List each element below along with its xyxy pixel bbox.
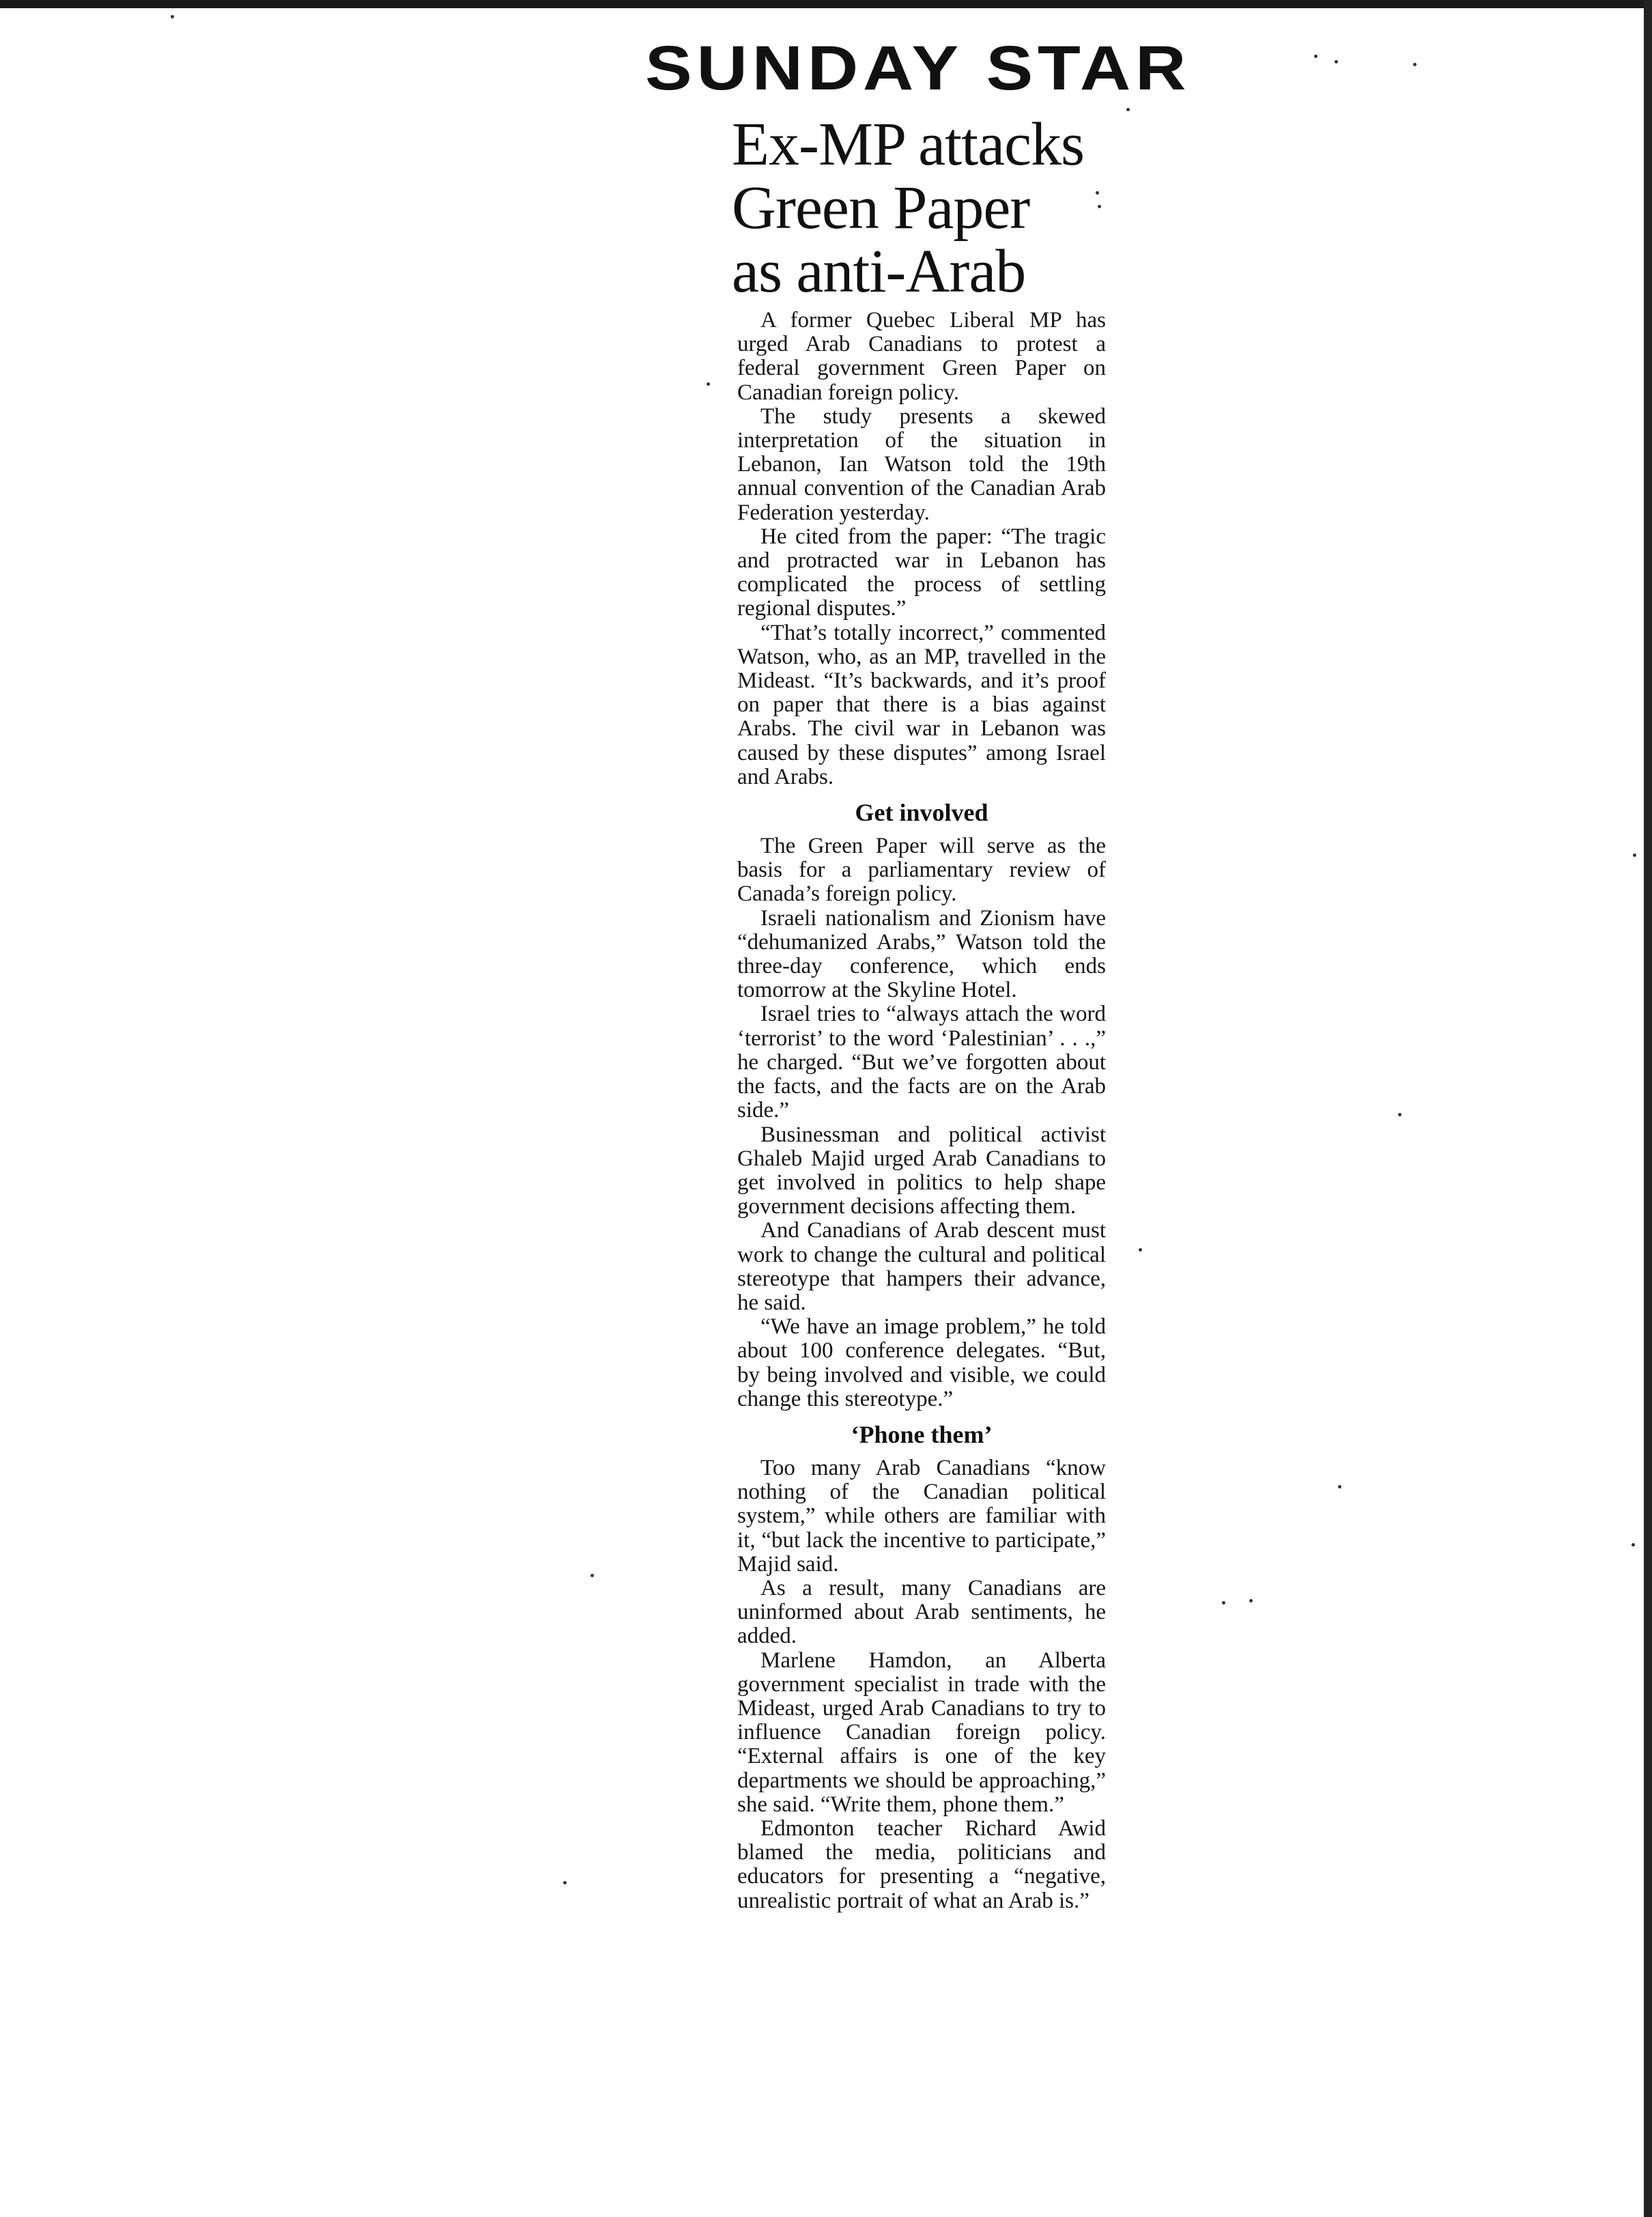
article-paragraph: Businessman and political activist Ghaleb Majid urged Arab Canadians to get involved in politics to help shape government decisions affecting them. [737,1122,1106,1219]
article-paragraph: Israel tries to “always attach the word ‘terrorist’ to the word ‘Palestinian’ . . .,” he charged. “But we’ve forgotten about the facts, and the facts are on the Arab side.” [737,1002,1106,1123]
article-paragraph: “We have an image problem,” he told about 100 conference delegates. “But, by being involved and visible, we could change this stereotype.” [737,1314,1106,1411]
scan-speck [707,382,710,386]
scan-speck [1335,60,1338,63]
newspaper-masthead: SUNDAY STAR [645,33,1191,103]
scan-top-border [0,0,1652,8]
scan-speck [1413,63,1416,66]
scan-speck [590,1574,594,1577]
scan-speck [171,15,174,18]
article-paragraph: A former Quebec Liberal MP has urged Arab Canadians to protest a federal government Green Paper on Canadian foreign policy. [737,308,1106,405]
article-paragraph: As a result, many Canadians are uninformed about Arab sentiments, he added. [737,1575,1106,1649]
scan-right-border [1644,0,1652,2217]
article-paragraph: “That’s totally incorrect,” commented Watson, who, as an MP, travelled in the Mideast. “It’s backwards, and it’s proof on paper that there is a bias against Arabs. The civil war in Lebanon was caused by these disputes” among Israel and Arabs. [737,620,1106,789]
article-paragraph: Marlene Hamdon, an Alberta government specialist in trade with the Mideast, urged Arab Canadians to try to influence Canadian foreign policy. “External affairs is one of the key departments we should be approaching,” she said. “Write them, phone them.” [737,1648,1106,1817]
scan-speck [563,1881,567,1884]
headline-line: Green Paper [732,174,1030,242]
scan-speck [1314,55,1318,58]
scan-speck [1338,1485,1341,1488]
article-paragraph: The Green Paper will serve as the basis for a parliamentary review of Canada’s foreign policy. [737,834,1106,907]
scan-speck [1222,1601,1225,1605]
article-body [737,309,1106,1913]
scan-speck [1633,853,1636,857]
article-paragraph: The study presents a skewed interpretation of the situation in Lebanon, Ian Watson told the 19th annual convention of the Canadian Arab Federation yesterday. [737,404,1106,525]
headline-line: as anti-Arab [732,238,1026,305]
article-paragraph: Israeli nationalism and Zionism have “dehumanized Arabs,” Watson told the three-day conference, which ends tomorrow at the Skyline Hotel. [737,905,1106,1003]
scan-speck [1126,108,1130,111]
article-paragraph: Edmonton teacher Richard Awid blamed the media, politicians and educators for presenting a “negative, unrealistic portrait of what an Arab is.” [737,1816,1106,1913]
scan-speck [1632,1543,1635,1547]
article-subhead: ‘Phone them’ [851,1420,993,1448]
article-subhead: Get involved [855,799,988,827]
article-headline [732,113,1155,303]
headline-line: Ex-MP attacks [732,111,1085,178]
article-paragraph: And Canadians of Arab descent must work to change the cultural and political stereotype that hampers their advance, he said. [737,1218,1106,1315]
article-paragraph: Too many Arab Canadians “know nothing of the Canadian political system,” while others are familiar with it, “but lack the incentive to participate,” Majid said. [737,1455,1106,1577]
scan-speck [1139,1248,1142,1252]
scan-speck [1398,1113,1401,1116]
scan-speck [1249,1599,1253,1602]
article-paragraph: He cited from the paper: “The tragic and protracted war in Lebanon has complicated the process of settling regional disputes.” [737,524,1106,621]
